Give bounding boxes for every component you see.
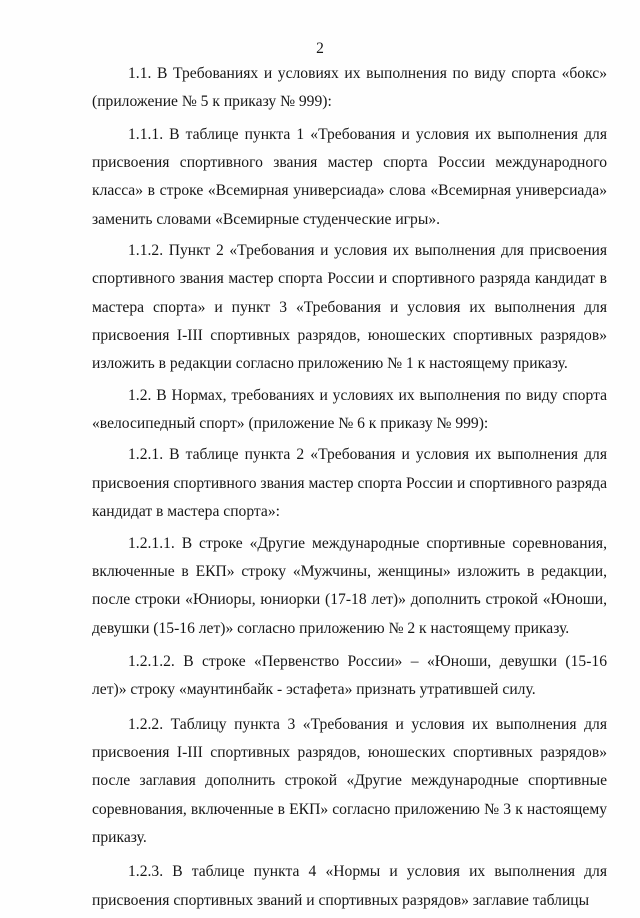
paragraph-1-1: 1.1. В Требованиях и условиях их выполнения по виду спорта «бокс» (приложение № 5 к приказу № 999): xyxy=(92,65,607,111)
document-body xyxy=(92,60,607,915)
paragraph-1-2-2: 1.2.2. Таблицу пункта 3 «Требования и условия их выполнения для присвоения I-III спортивных разрядов, юношеских спортивных разрядов» после заглавия дополнить строкой «Другие международные спортивные соревнования, включенные в ЕКП» согласно приложению № 3 к настоящему приказу. xyxy=(92,715,607,846)
paragraph-1-2-1-2: 1.2.1.2. В строке «Первенство России» – «Юноши, девушки (15-16 лет)» строку «маунтинбайк - эстафета» признать утратившей силу. xyxy=(92,652,607,699)
paragraph-1-2-1: 1.2.1. В таблице пункта 2 «Требования и условия их выполнения для присвоения спортивного звания мастер спорта России и спортивного разряда кандидат в мастера спорта»: xyxy=(92,446,607,521)
paragraph-1-2: 1.2. В Нормах, требованиях и условиях их выполнения по виду спорта «велосипедный спорт» (приложение № 6 к приказу № 999): xyxy=(92,386,607,433)
paragraph-1-1-1: 1.1.1. В таблице пункта 1 «Требования и условия их выполнения для присвоения спортивного звания мастер спорта России международного класса» в строке «Всемирная универсиада» слова «Всемирная универсиада» заменить словами «Всемирные студенческие игры». xyxy=(92,125,607,228)
paragraph-1-1-2: 1.1.2. Пункт 2 «Требования и условия их выполнения для присвоения спортивного звания мастер спорта России и спортивного разряда кандидат в мастера спорта» и пункт 3 «Требования и условия их выполнения для присвоения I-III спортивных разрядов, юношеских спортивных разрядов» изложить в редакции согласно приложению № 1 к настоящему приказу. xyxy=(92,242,607,373)
page-number: 2 xyxy=(316,40,324,57)
paragraph-1-2-3: 1.2.3. В таблице пункта 4 «Нормы и условия их выполнения для присвоения спортивных званий и спортивных разрядов» заглавие таблицы xyxy=(92,863,607,909)
paragraph-1-2-1-1: 1.2.1.1. В строке «Другие международные спортивные соревнования, включенные в ЕКП» строку «Мужчины, женщины» изложить в редакции, после строки «Юниоры, юниорки (17-18 лет)» дополнить строкой «Юноши, девушки (15-16 лет)» согласно приложению № 2 к настоящему приказу. xyxy=(92,534,607,637)
